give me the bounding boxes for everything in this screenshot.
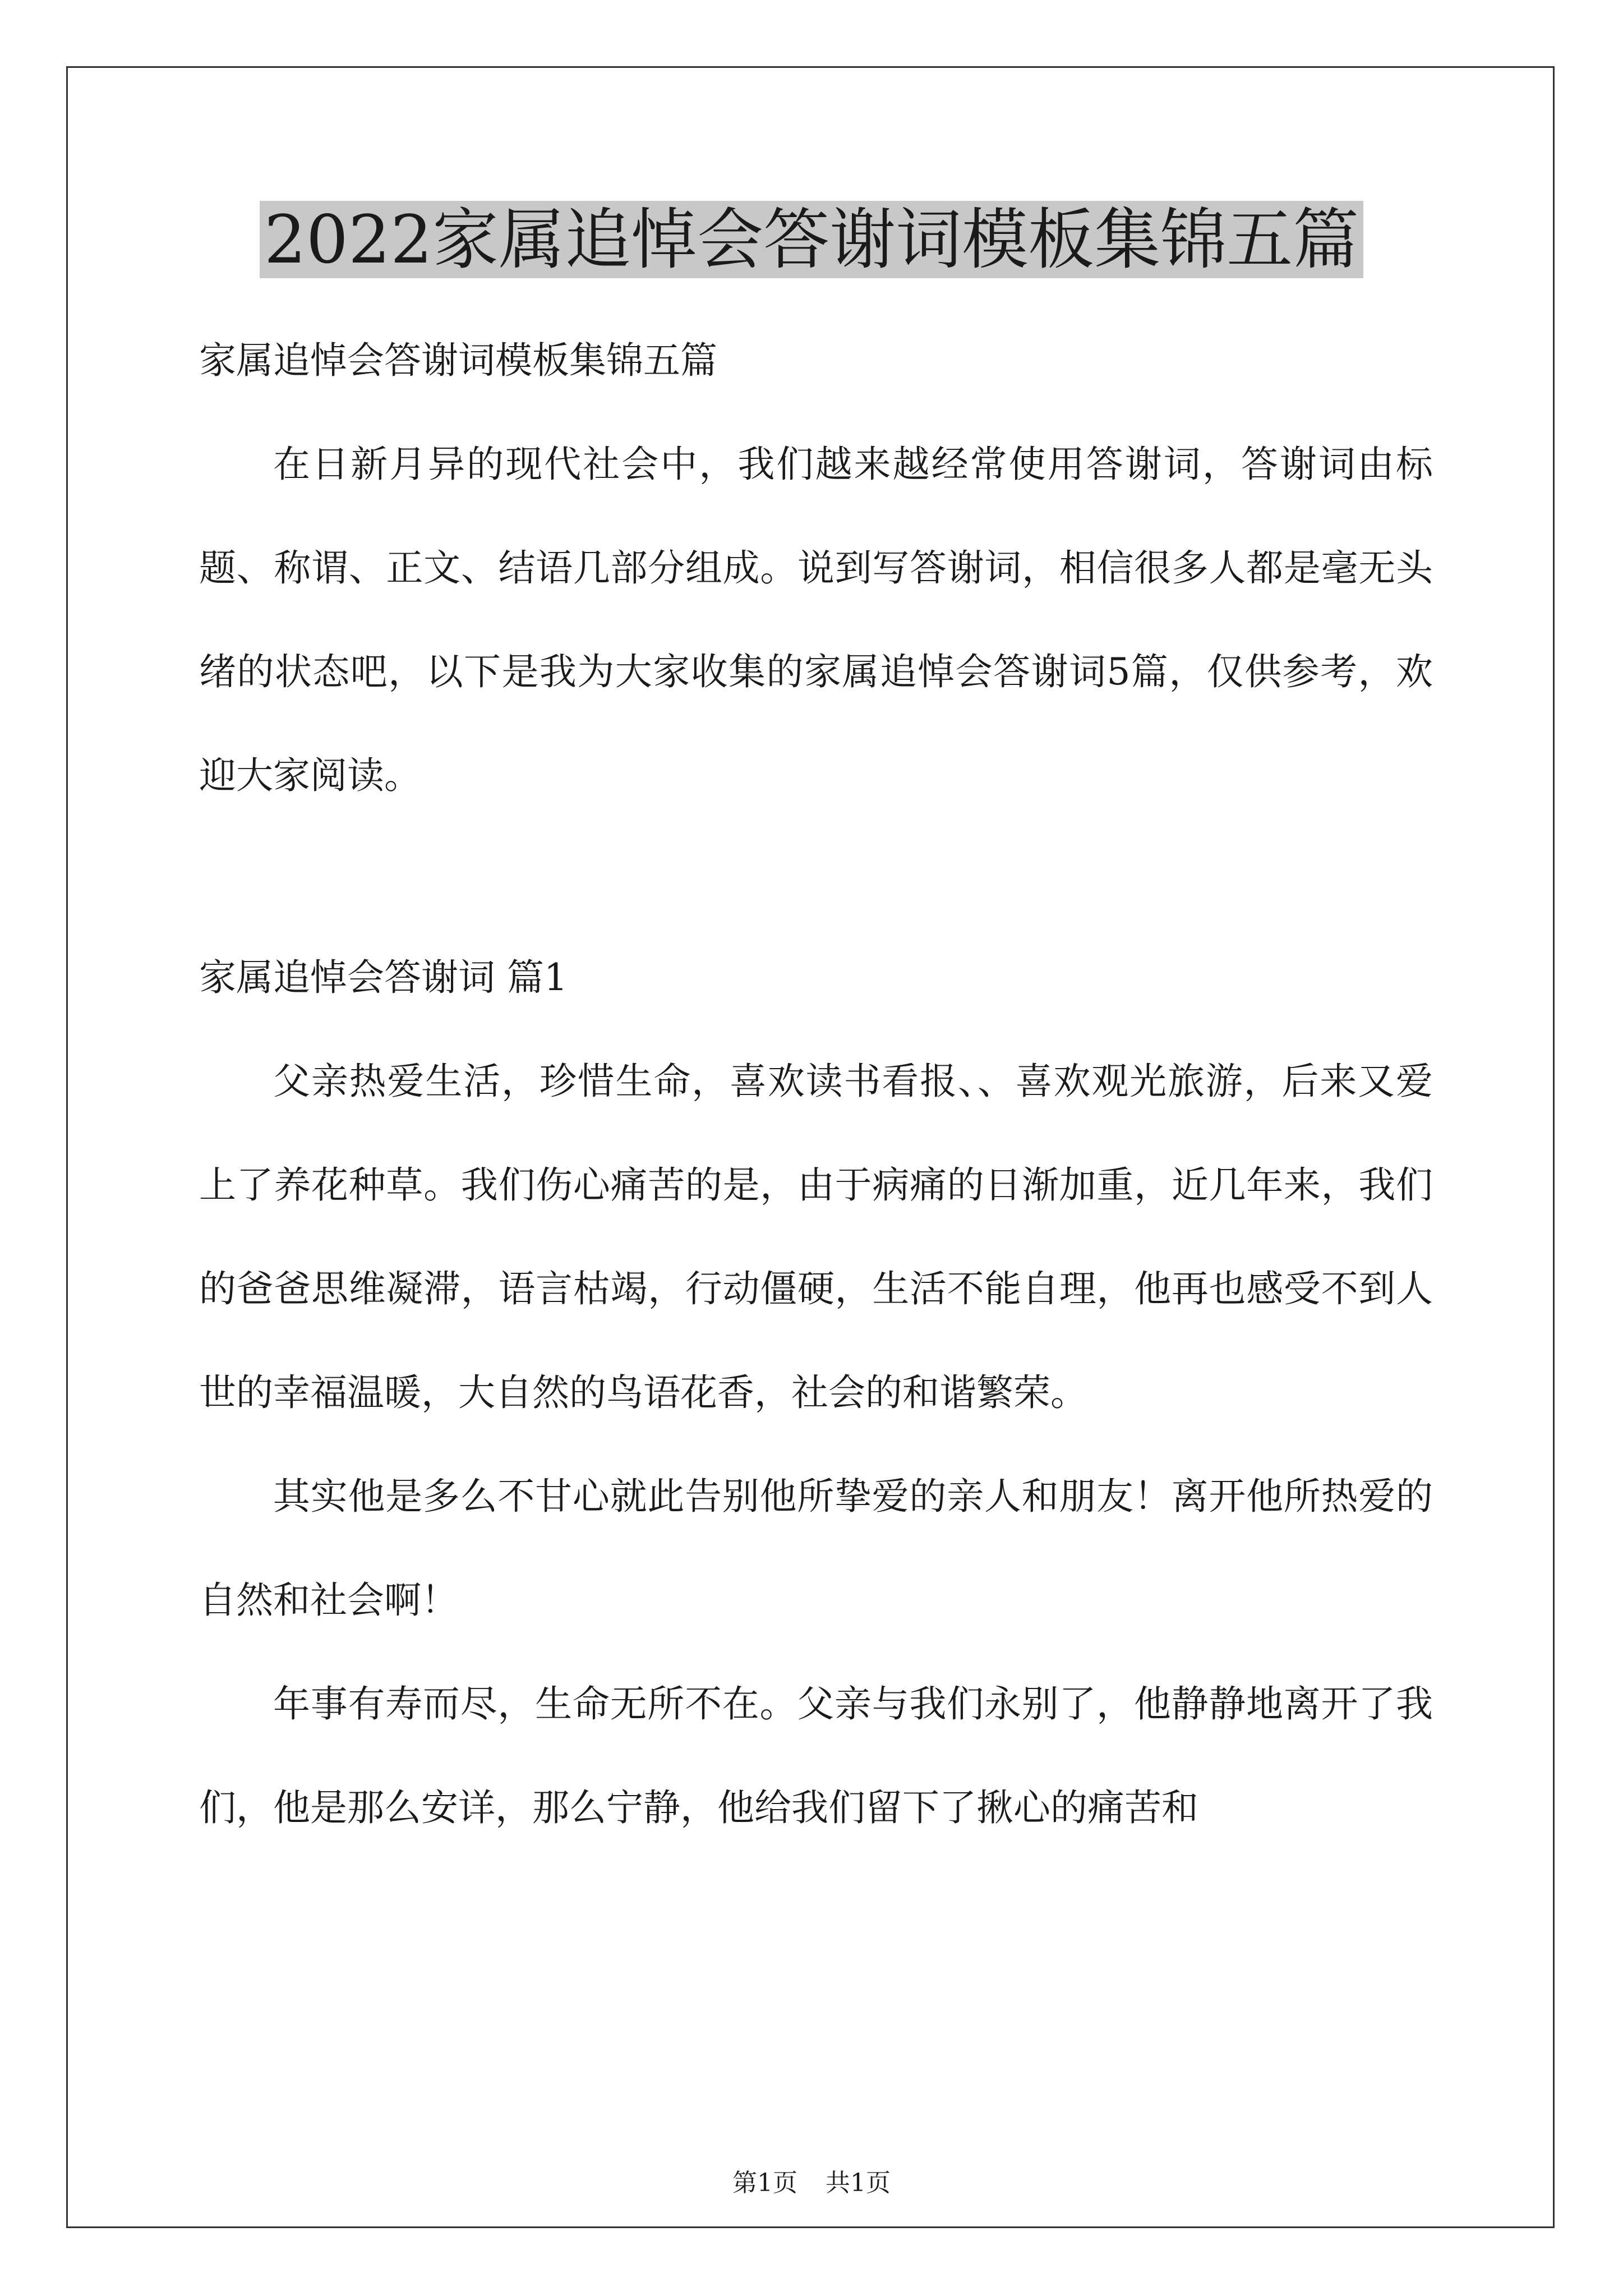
intro-paragraph: 在日新月异的现代社会中，我们越来越经常使用答谢词，答谢词由标题、称谓、正文、结语几部分组成。说到写答谢词，相信很多人都是毫无头绪的状态吧，以下是我为大家收集的家属追悼会答谢词5篇，仅供参考，欢迎大家阅读。 xyxy=(199,443,1433,797)
document-title xyxy=(0,197,1623,282)
body-paragraph-2: 其实他是多么不甘心就此告别他所挚爱的亲人和朋友！离开他所热爱的自然和社会啊！ xyxy=(199,1475,1433,1622)
document-title-text: 2022家属追悼会答谢词模板集锦五篇 xyxy=(260,201,1363,278)
body-paragraph-3: 年事有寿而尽，生命无所不在。父亲与我们永别了，他静静地离开了我们，他是那么安详，那么宁静，他给我们留下了揪心的痛苦和 xyxy=(199,1682,1433,1829)
section-heading: 家属追悼会答谢词 篇1 xyxy=(199,956,568,999)
document-subtitle: 家属追悼会答谢词模板集锦五篇 xyxy=(199,339,717,382)
document-body xyxy=(199,309,1433,1860)
page-number-current: 第1页 xyxy=(732,2169,797,2197)
page-footer xyxy=(0,2166,1623,2200)
body-paragraph-1: 父亲热爱生活，珍惜生命，喜欢读书看报、、喜欢观光旅游，后来又爱上了养花种草。我们伤心痛苦的是，由于病痛的日渐加重，近几年来，我们的爸爸思维凝滞，语言枯竭，行动僵硬，生活不能自理，他再也感受不到人世的幸福温暖，大自然的鸟语花香，社会的和谐繁荣。 xyxy=(199,1060,1433,1414)
page-number-total: 共1页 xyxy=(826,2169,891,2197)
